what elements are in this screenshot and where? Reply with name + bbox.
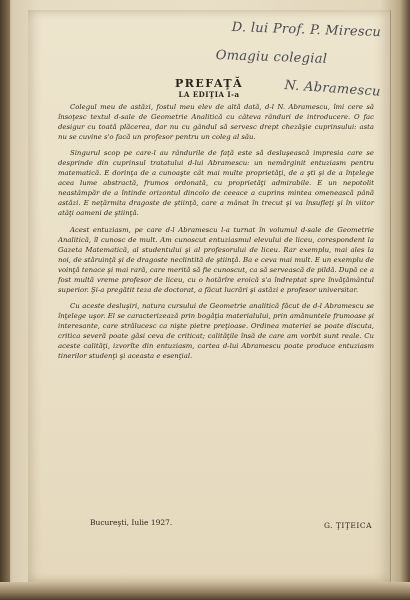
book-spine bbox=[0, 0, 10, 600]
preface-body bbox=[58, 102, 374, 367]
paragraph: Cu aceste desluşiri, natura cursului de Geometrie analitică făcut de d-l Abramescu se înţelege uşor. El se caracterizează prin bogăţia materialului, prin amănuntele frumoase şi interesante, care strălucesc ca nişte pietre preţioase. Ordinea materiei se poate discuta, critica severă poate găsi ceva de criticat; calităţile însă de care am vorbit sunt reale. Cu aceste calităţi, izvorîte din entuziasm, cartea d-lui Abramescu poate produce entuziasm tinerilor studenţi şi aceasta e esenţial. bbox=[58, 301, 374, 361]
handwritten-dedication-line2: Omagiu colegial bbox=[215, 48, 328, 67]
place-date: Bucureşti, Iulie 1927. bbox=[90, 518, 173, 527]
author-name: G. ŢIŢEICA bbox=[323, 521, 372, 530]
page-subtitle: LA EDIŢIA I-a bbox=[178, 90, 240, 99]
handwritten-signature: N. Abramescu bbox=[283, 78, 382, 100]
paragraph: Acest entuziasm, pe care d-l Abramescu l-a turnat în volumul d-sale de Geometrie Analitică, îl cunosc de mult. Am cunoscut entuziasmul elevului de liceu, corespondent la Gazeta Matematică, al studentului şi al profesorului de liceu. Rar exemplu, mai ales la noi, de stăruinţă şi de dragoste neclintită de ştiinţă. Ba e ceva mai mult. E un exemplu de voinţă tenace şi mai rară, care merită să fie cunoscut, ca să servească de pildă. După ce a fost multă vreme profesor de liceu, cu o hotărîre eroică s'a îndreptat spre învăţământul superior. Şi-a pregătit teza de doctorat, a făcut lucrări şi astăzi e profesor universitar. bbox=[58, 225, 374, 294]
handwritten-dedication-line1: D. lui Prof. P. Mirescu bbox=[231, 20, 382, 41]
preface-heading bbox=[175, 77, 243, 99]
page-title: PREFAŢĂ bbox=[175, 77, 244, 90]
book-bottom-edge bbox=[0, 582, 410, 600]
paragraph: Singurul scop pe care-l au rândurile de faţă este să desluşească impresia care se desprinde din cuprinsul tratatului d-lui Abramescu: un nemărginit entuziasm pentru matematică. E dorinţa de a cunoaşte cât mai multe proprietăţi, de a şti şi de a înţelege acea lume abstractă, frumos ordonată, cu proprietăţi admirabile. E un nepotolit neastâmpăr de a întinde orizontul dincolo de ceeace a cuprins mintea omenească până astăzi. E neţărmita dragoste de ştiinţă, care a mânat în trecut şi va însufleţi şi în viitor atâţi oameni de ştiinţă. bbox=[58, 149, 374, 218]
paragraph: Colegul meu de astăzi, fostul meu elev de altă dată, d-l N. Abramescu, îmi cere să însoţesc textul d-sale de Geometrie Analitică cu câteva rânduri de introducere. O fac desigur cu toată plăcerea, dar nu cu gândul să servesc drept chezăşie cuprinsului: asta nu se cuvine s'o facă un profesor pentru un coleg al său. bbox=[58, 103, 374, 142]
